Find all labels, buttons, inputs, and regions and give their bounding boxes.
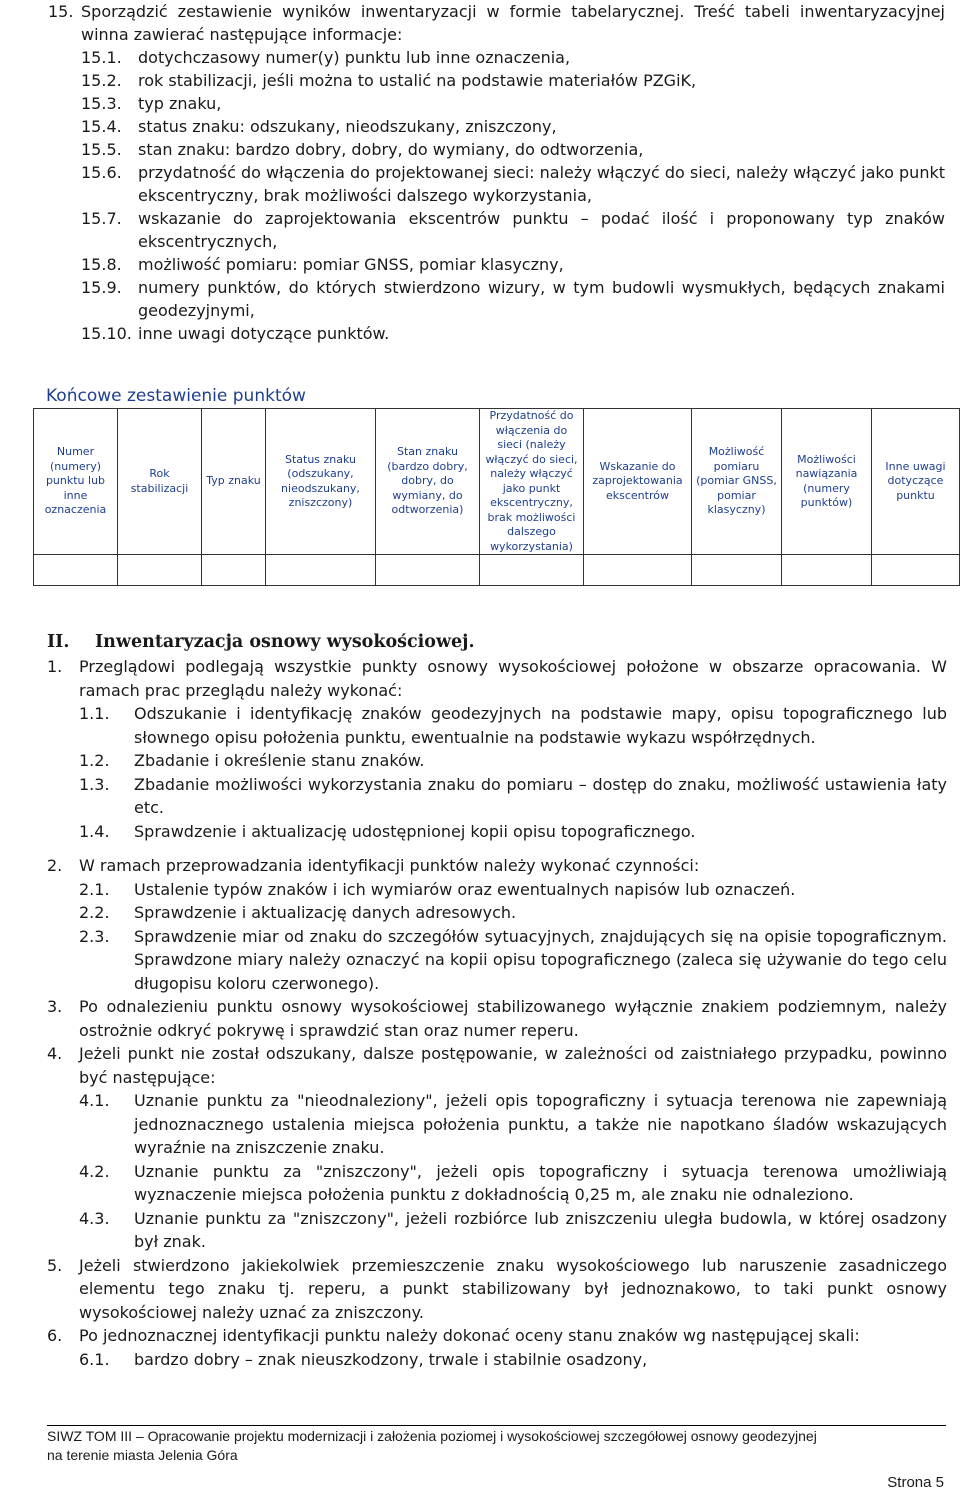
sublist-item xyxy=(79,1348,947,1372)
item-number: 1.1. xyxy=(79,704,110,723)
list-item xyxy=(81,207,945,253)
item-number: 15.3. xyxy=(81,94,122,113)
list-item xyxy=(81,92,945,115)
table-cell xyxy=(782,555,872,586)
item-text: przydatność do włączenia do projektowanej sieci: należy włączyć do sieci, należy włączyć jako punkt ekscentryczny, brak możliwości dalszego wykorzystania, xyxy=(138,163,945,205)
list-item xyxy=(81,46,945,69)
item-text: bardzo dobry – znak nieuszkodzony, trwale i stabilnie osadzony, xyxy=(134,1349,648,1369)
item-number: 4.1. xyxy=(79,1091,110,1110)
table-cell xyxy=(202,555,266,586)
sublist-item xyxy=(79,749,947,773)
item-number: 2.2. xyxy=(79,903,110,922)
sublist xyxy=(47,1348,947,1372)
item-text: Po jednoznacznej identyfikacji punktu należy dokonać oceny stanu znaków wg następującej skali: xyxy=(79,1326,860,1345)
sublist xyxy=(47,702,947,843)
section-2-body xyxy=(47,655,947,1371)
table-header-cell: Numer (numery) punktu lub inne oznaczenia xyxy=(34,409,118,555)
item-number: 3. xyxy=(47,997,63,1016)
footer-divider xyxy=(47,1425,946,1426)
table-header-cell: Inne uwagi dotyczące punktu xyxy=(872,409,960,555)
item-number: 2.3. xyxy=(79,926,110,946)
item-text: Ustalenie typów znaków i ich wymiarów oraz ewentualnych napisów lub oznaczeń. xyxy=(134,879,796,899)
item-number: 1.3. xyxy=(79,774,110,794)
item-text: Uznanie punktu za "nieodnaleziony", jeżeli opis topograficzny i sytuacja terenowa nie zapewniają jednoznacznego ustalenia miejsca położenia punktu, a także nie napotkano śladów wskazujących wyraźnie na zniszczenie znaku. xyxy=(134,1091,947,1157)
sublist-item xyxy=(79,1160,947,1207)
item-text: Odszukanie i identyfikację znaków geodezyjnych na podstawie mapy, opisu topograficznego lub słownego opisu położenia punktu, ewentualnie na podstawie wykazu współrzędnych. xyxy=(134,704,947,747)
item-text: typ znaku, xyxy=(138,94,222,113)
item-text: Sporządzić zestawienie wyników inwentaryzacji w formie tabelarycznej. Treść tabeli inwentaryzacyjnej winna zawierać następujące informacje: xyxy=(81,2,945,44)
list-item xyxy=(47,1254,947,1325)
item-number: 4.3. xyxy=(79,1208,110,1228)
list-item xyxy=(81,276,945,322)
sublist-item xyxy=(79,925,947,996)
table-header-cell: Wskazanie do zaprojektowania ekscentrów xyxy=(584,409,692,555)
table-header-cell: Status znaku (odszukany, nieodszukany, zniszczony) xyxy=(266,409,376,555)
section-title: Inwentaryzacja osnowy wysokościowej. xyxy=(95,632,475,652)
list-item xyxy=(47,854,947,878)
item-text: Po odnalezieniu punktu osnowy wysokościowej stabilizowanego wyłącznie znakiem podziemnym, należy ostrożnie odkryć pokrywę i sprawdzić stan oraz numer reperu. xyxy=(79,997,947,1040)
item-number: 2. xyxy=(47,856,63,875)
item-text: rok stabilizacji, jeśli można to ustalić na podstawie materiałów PZGiK, xyxy=(138,71,697,90)
item-number: 15.2. xyxy=(81,71,122,90)
sublist-item xyxy=(79,1089,947,1160)
list-item xyxy=(47,1042,947,1089)
item-number: 1.4. xyxy=(79,821,110,841)
table-title: Końcowe zestawienie punktów xyxy=(46,386,306,406)
inventory-table xyxy=(33,408,960,586)
sublist-item xyxy=(79,901,947,925)
item-number: 1. xyxy=(47,657,63,676)
list-item xyxy=(81,138,945,161)
item-text: Uznanie punktu za "zniszczony", jeżeli opis topograficzny i sytuacja terenowa umożliwiają wyznaczenie miejsca położenia punktu z dokładnością 0,25 m, ale znaku nie odnaleziono. xyxy=(134,1161,947,1204)
item-number: 6. xyxy=(47,1326,63,1345)
table-header-row xyxy=(34,409,960,555)
table-cell xyxy=(118,555,202,586)
list-item xyxy=(47,995,947,1042)
item-number: 15.1. xyxy=(81,48,122,67)
table-header-cell: Stan znaku (bardzo dobry, dobry, do wymiany, do odtworzenia) xyxy=(376,409,480,555)
item-number: 4.2. xyxy=(79,1161,110,1181)
table-cell xyxy=(266,555,376,586)
item-text: możliwość pomiaru: pomiar GNSS, pomiar klasyczny, xyxy=(138,255,564,274)
item-number: 15. xyxy=(48,2,74,21)
table-cell xyxy=(584,555,692,586)
item-text: numery punktów, do których stwierdzono wizury, w tym budowli wysmukłych, będących znakami geodezyjnymi, xyxy=(138,278,945,320)
table-header-cell: Rok stabilizacji xyxy=(118,409,202,555)
item-number: 4. xyxy=(47,1044,63,1063)
item-text: Sprawdzenie miar od znaku do szczegółów sytuacyjnych, znajdujących się na opisie topograficznym. Sprawdzone miary należy oznaczyć na kopii opisu topograficznego (zaleca się używanie do tego celu długopisu koloru czerwonego). xyxy=(134,926,947,993)
item-text: Sprawdzenie i aktualizację udostępnionej kopii opisu topograficznego. xyxy=(134,821,696,841)
footer-line: SIWZ TOM III – Opracowanie projektu modernizacji i założenia poziomej i wysokościowej szczegółowej osnowy geodezyjnej xyxy=(47,1428,817,1444)
item-text: Uznanie punktu za "zniszczony", jeżeli rozbiórce lub zniszczeniu uległa budowla, w której osadzony był znak. xyxy=(134,1208,947,1251)
table-header-cell: Możliwość pomiaru (pomiar GNSS, pomiar klasyczny) xyxy=(692,409,782,555)
list-item-15 xyxy=(48,0,945,46)
table-cell xyxy=(872,555,960,586)
item-text: status znaku: odszukany, nieodszukany, zniszczony, xyxy=(138,117,557,136)
item-text: inne uwagi dotyczące punktów. xyxy=(138,324,390,343)
section-heading xyxy=(47,630,947,654)
item-text: stan znaku: bardzo dobry, dobry, do wymiany, do odtworzenia, xyxy=(138,140,644,159)
list-item xyxy=(47,655,947,702)
sublist xyxy=(47,1089,947,1254)
item-text: Jeżeli stwierdzono jakiekolwiek przemieszczenie znaku wysokościowego lub naruszenie zasadniczego elementu tego znaku tj. reperu, a punkt stabilizowany był jednoznakowo, to taki punkt osnowy wysokościowej należy uznać za zniszczony. xyxy=(79,1255,947,1322)
item-text: Zbadanie możliwości wykorzystania znaku do pomiaru – dostęp do znaku, możliwość ustawienia łaty etc. xyxy=(134,774,947,817)
item-number: 15.5. xyxy=(81,140,122,159)
table-header-cell: Przydatność do włączenia do sieci (należy włączyć do sieci, należy włączyć jako punkt ekscentryczny, brak możliwości dalszego wykorzystania) xyxy=(480,409,584,555)
list-item xyxy=(81,115,945,138)
table-cell xyxy=(376,555,480,586)
list-item xyxy=(81,161,945,207)
list-item xyxy=(81,69,945,92)
item-number: 15.6. xyxy=(81,163,122,182)
sublist-item xyxy=(79,820,947,844)
item-number: 5. xyxy=(47,1255,63,1275)
item-number: 2.1. xyxy=(79,879,110,899)
sublist-item xyxy=(79,702,947,749)
page-number: Strona 5 xyxy=(887,1474,944,1491)
item-number: 6.1. xyxy=(79,1349,110,1369)
list-item xyxy=(81,253,945,276)
sublist xyxy=(47,878,947,996)
table-header-cell: Typ znaku xyxy=(202,409,266,555)
item-number: 15.10. xyxy=(81,324,132,343)
table-header-cell: Możliwości nawiązania (numery punktów) xyxy=(782,409,872,555)
item-number: 15.8. xyxy=(81,255,122,274)
item-text: Sprawdzenie i aktualizację danych adresowych. xyxy=(134,903,517,922)
item-text: Jeżeli punkt nie został odszukany, dalsze postępowanie, w zależności od zaistniałego przypadku, powinno być następujące: xyxy=(79,1044,947,1087)
item-text: W ramach przeprowadzania identyfikacji punktów należy wykonać czynności: xyxy=(79,856,700,875)
item-number: 15.7. xyxy=(81,209,122,228)
item-text: dotychczasowy numer(y) punktu lub inne oznaczenia, xyxy=(138,48,571,67)
table-row xyxy=(34,555,960,586)
table-cell xyxy=(480,555,584,586)
item-number: 15.4. xyxy=(81,117,122,136)
sublist-item xyxy=(79,773,947,820)
item-text: Zbadanie i określenie stanu znaków. xyxy=(134,751,425,770)
item-number: 15.9. xyxy=(81,278,122,297)
item-number: 1.2. xyxy=(79,751,110,770)
footer-line: na terenie miasta Jelenia Góra xyxy=(47,1447,238,1463)
table-cell xyxy=(34,555,118,586)
item-text: Przeglądowi podlegają wszystkie punkty osnowy wysokościowej położone w obszarze opracowania. W ramach prac przeglądu należy wykonać: xyxy=(79,657,947,700)
sublist-item xyxy=(79,1207,947,1254)
sublist-item xyxy=(79,878,947,902)
section-roman-numeral: II. xyxy=(47,632,70,652)
list-item xyxy=(81,322,945,345)
section-15-list xyxy=(48,0,945,345)
table-cell xyxy=(692,555,782,586)
item-text: wskazanie do zaprojektowania ekscentrów punktu – podać ilość i proponowany typ znaków ekscentrycznych, xyxy=(138,209,945,251)
footer xyxy=(47,1427,946,1465)
list-item xyxy=(47,1324,947,1348)
